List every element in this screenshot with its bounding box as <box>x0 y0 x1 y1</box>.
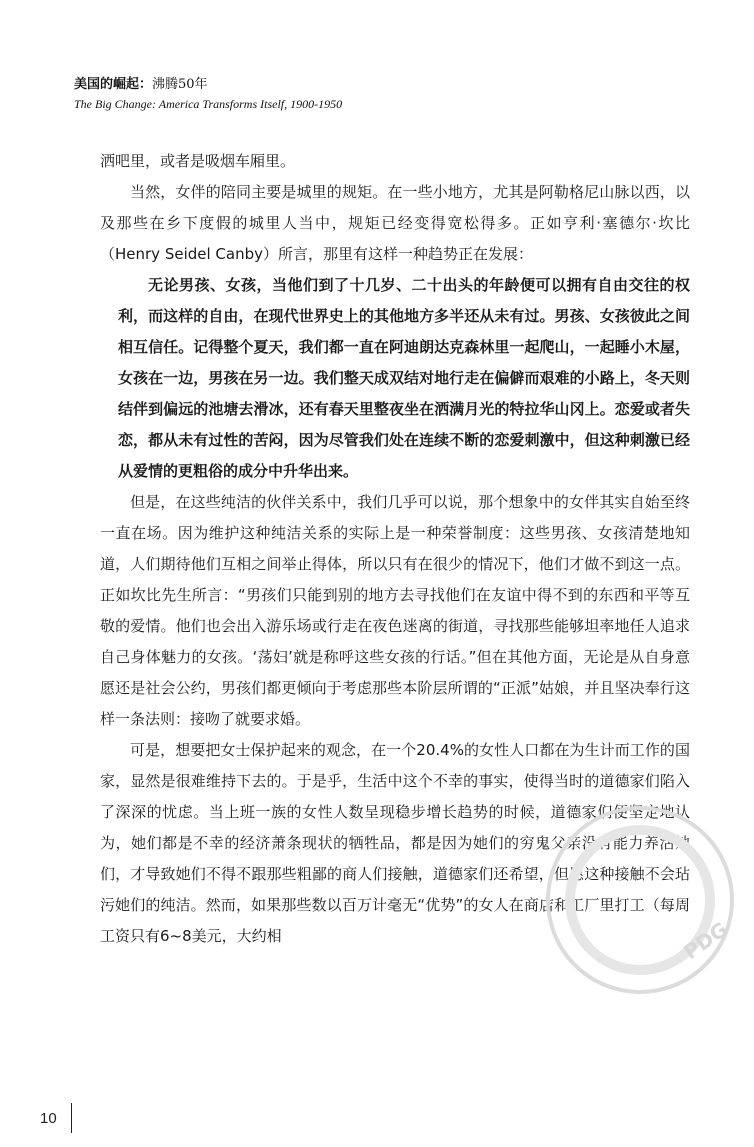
book-title-cn-subtitle: 沸腾50年 <box>152 77 208 92</box>
page-footer <box>40 1103 72 1133</box>
footer-rule <box>71 1103 72 1133</box>
book-title-en: The Big Change: America Transforms Itself, 1900-1950 <box>74 97 343 111</box>
book-title-cn-main: 美国的崛起： <box>74 77 153 92</box>
paragraph-honor-system: 但是，在这些纯洁的伙伴关系中，我们几乎可以说，那个想象中的女伴其实自始至终一直在场。因为维护这种纯洁关系的实际上是一种荣誉制度：这些男孩、女孩清楚地知道，人们期待他们互相之间举止得体，所以只有在很少的情况下，他们才做不到这一点。正如坎比先生所言：“男孩们只能到别的地方去寻找他们在友谊中得不到的东西和平等互敬的爱情。他们也会出入游乐场或行走在夜色迷离的街道，寻找那些能够坦率地任人追求自己身体魅力的女孩。‘荡妇’就是称呼这些女孩的行话。”但在其他方面，无论是从自身意愿还是社会公约，男孩们都更倾向于考虑那些本阶层所谓的“正派”姑娘，并且坚决奉行这样一条法则：接吻了就要求婚。 <box>100 493 690 728</box>
running-header <box>74 76 342 112</box>
page-number: 10 <box>40 1109 57 1127</box>
paragraph-chaperone: 当然，女伴的陪同主要是城里的规矩。在一些小地方，尤其是阿勒格尼山脉以西，以及那些在乡下度假的城里人当中，规矩已经变得宽松得多。正如亨利·塞德尔·坎比（Henry Seidel Canby）所言，那里有这样一种趋势正在发展： <box>100 183 690 263</box>
paragraph-working-women: 可是，想要把女士保护起来的观念，在一个20.4%的女性人口都在为生计而工作的国家，显然是很难维持下去的。于是乎，生活中这个不幸的事实，使得当时的道德家们陷入了深深的忧虑。当上班一族的女性人数呈现稳步增长趋势的时候，道德家们便坚定地认为，她们都是不幸的经济萧条现状的牺牲品，都是因为她们的穷鬼父亲没有能力养活她们，才导致她们不得不跟那些粗鄙的商人们接触，道德家们还希望，但愿这种接触不会玷污她们的纯洁。然而，如果那些数以百万计毫无“优势”的女人在商店和工厂里打工（每周工资只有6~8美元，大约相 <box>100 741 690 945</box>
book-title-cn <box>74 76 342 93</box>
body-text <box>100 146 690 952</box>
paragraph-continuation: 洒吧里，或者是吸烟车厢里。 <box>100 152 296 170</box>
block-quote-canby: 无论男孩、女孩，当他们到了十几岁、二十出头的年龄便可以拥有自由交往的权利，而这样的自由，在现代世界史上的其他地方多半还从未有过。男孩、女孩彼此之间相互信任。记得整个夏天，我们都一直在阿迪朗达克森林里一起爬山，一起睡小木屋，女孩在一边，男孩在另一边。我们整天成双结对地行走在偏僻而艰难的小路上，冬天则结伴到偏远的池塘去滑冰，还有春天里整夜坐在洒满月光的特拉华山冈上。恋爱或者失恋，都从未有过性的苦闷，因为尽管我们处在连续不断的恋爱刺激中，但这种刺激已经从爱情的更粗俗的成分中升华出来。 <box>118 276 690 480</box>
watermark-text: PDG <box>679 917 732 965</box>
